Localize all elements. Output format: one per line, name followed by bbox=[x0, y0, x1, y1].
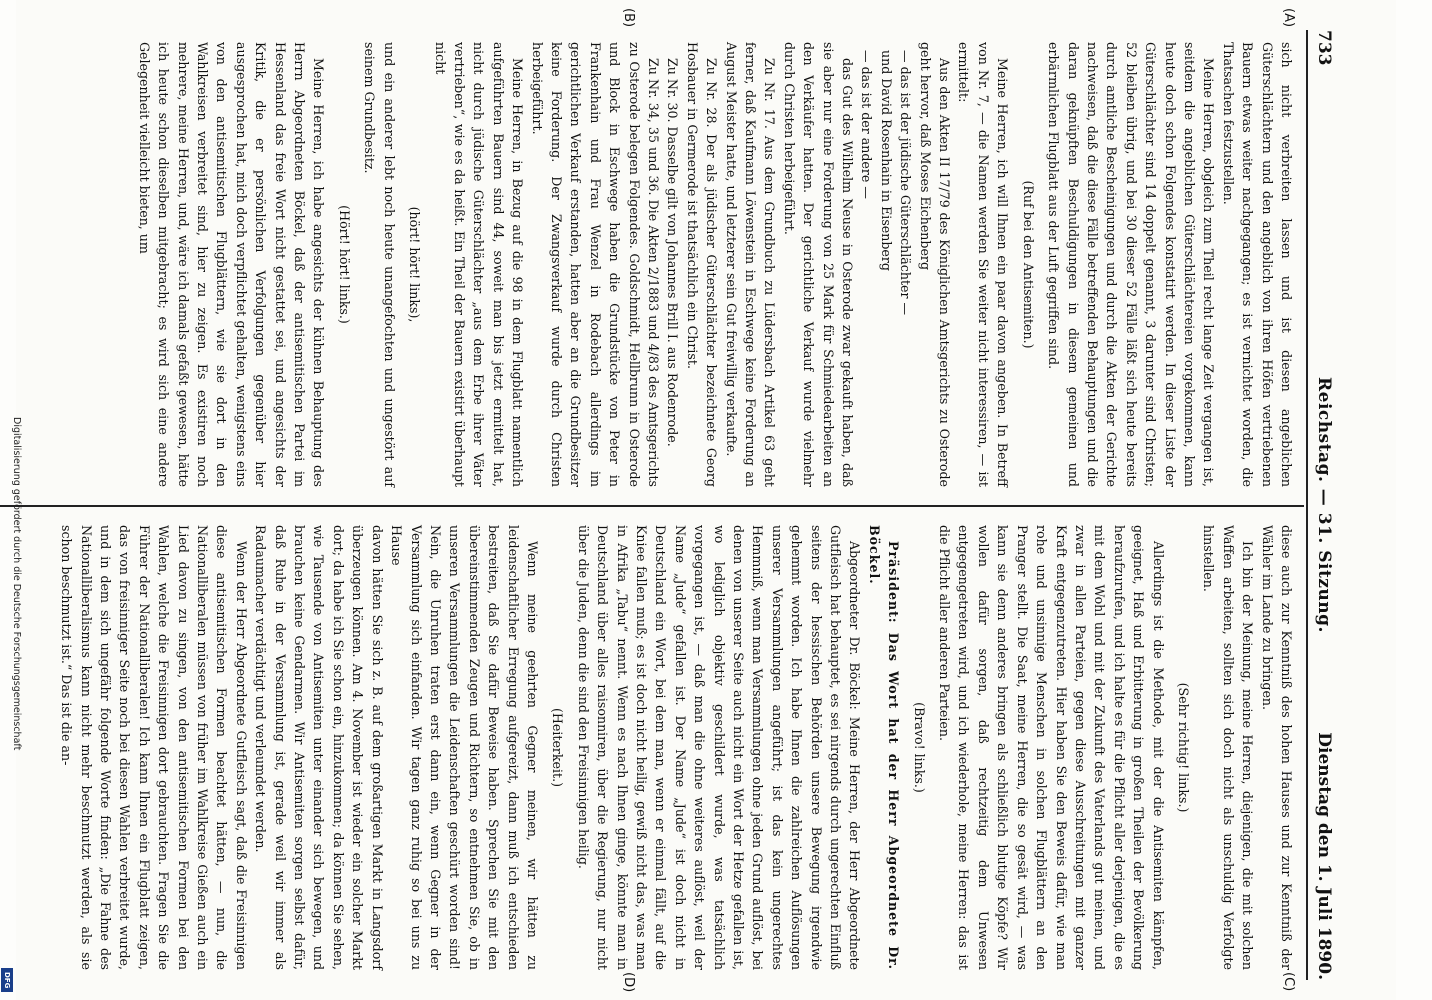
paragraph: Allerdings ist die Methode, mit der die Antisemiten kämpfen, geeignet, Haß und Erbitterung in großen Theilen der Bevölkerung heraufzurufen, und ich halte es für die Pflicht aller derjenigen, die es mit dem Wohl und mit der Zukunft des Vaterlands gut meinen, und zwar in allen Parteien, gegen diese Ausschreitungen mit ganzer Kraft entgegenzutreten. Hier haben Sie den Beweis dafür, wie man rohe und unsinnige Menschen in solchen Flugblättern an den Pranger stellt. Die Saat, meine Herren, die so gesät wird, — was kann sie denn anderes bringen als schließlich blutige Köpfe? Wir wollen dafür sorgen, daß rechtzeitig dem Unwesen entgegengetreten wird, und ich wiederhole, meine Herren: das ist die Pflicht aller anderen Parteien. bbox=[937, 525, 1166, 970]
paragraph: davon hätten Sie sich z. B. auf dem großartigen Markt in Langsdorf überzeugen können. Am 4. November ist wieder ein solcher Markt dort; da habe ich Sie schon ein, hinzukommen; da können Sie sehen, wie Tausende von Antisemiten unter einander sich bewegen, und brauchen keine Gendarmen. Wir Antisemiten sorgen selbst dafür, daß Ruhe in der Versammlung ist, gerade weil wir immer als Radaumacher verdächtigt und verleumdet werden. bbox=[253, 525, 385, 970]
page-number: 733 bbox=[1314, 30, 1334, 66]
left-column bbox=[36, 42, 1296, 487]
paragraph: das Gut des Wilhelm Neuse in Osterode zwar gekauft haben, daß sie aber nur eine Forderung von 25 Mark für Schmiedearbeiten an den Verkäufer hatten. Der gerichtliche Verkauf wurde vielmehr durch Christen herbeigeführt. bbox=[781, 42, 856, 487]
paragraph: Meine Herren, obgleich zum Theil recht lange Zeit vergangen ist, seitdem die angeblichen Güterschlächtereien vorgekommen, kann heute doch schon Folgendes konstatirt werden. In dieser Liste der Güterschlächter sind 14 doppelt genannt, 3 darunter sind Christen; 52 bleiben übrig, und bei 30 dieser 52 Fälle läßt sich heute bereits durch amtliche Bescheinigungen und durch die Akten der Gerichte nachweisen, daß die diese Fälle betreffenden Behauptungen und die daran geknüpften Beschuldigungen in diesem gemeinen und erbärmlichen Flugblatt aus der Luft gegriffen sind. bbox=[1046, 42, 1217, 487]
paragraph: Zu Nr. 30. Dasselbe gilt von Johannes Brill I. aus Rodenrode. bbox=[665, 58, 681, 447]
page-title: Reichstag. — 31. Sitzung. bbox=[1314, 377, 1334, 633]
dfg-logo: DFG bbox=[1, 968, 13, 992]
paragraph: sich nicht verbreiten lassen und ist diesen angeblichen Güterschlächtern und den angeblich von ihren Höfen vertriebenen Bauern etwas weiter nachgegangen; es ist vernichtet worden, die Thatsachen festzustellen. bbox=[1220, 42, 1294, 487]
right-column bbox=[36, 525, 1296, 970]
interjection: (hört! hört! links), bbox=[407, 206, 423, 323]
paragraph: Ich bin der Meinung, meine Herren, diejenigen, die mit solchen Waffen arbeiten, sollten sich doch nicht als unschuldig Verfolgte hinstellen. bbox=[1201, 525, 1256, 970]
margin-mark-c: (C) bbox=[1281, 972, 1296, 992]
interjection: (Heiterkeit.) bbox=[550, 708, 566, 787]
paragraph: Zu Nr. 28. Der als jüdischer Güterschlächter bezeichnete Georg Hosbauer in Germerode ist thatsächlich ein Christ. bbox=[684, 42, 720, 487]
rotated-page bbox=[16, 0, 1396, 1000]
aside: — das ist der andere — bbox=[859, 50, 875, 199]
paragraph: Zu Nr. 34, 35 und 36. Die Akten 2/1883 und 4/83 des Amtsgerichts zu Osterode belegen Folgendes. Goldschmidt, Hellbrunn in Osterode und Block in Eschwege haben die Grundstücke von Peter in Frankenhain und Frau Wenzel in Rodebach allerdings im gerichtlichen Verkauf erstanden, hatten aber an die Grundbesitzer keine Forderung. Der Zwangsverkauf wurde durch Christen herbeigeführt. bbox=[529, 42, 661, 487]
interjection: (Ruf bei den Antisemiten.) bbox=[1020, 180, 1036, 349]
paragraph: Meine Herren, in Bezug auf die 98 in dem Flugblatt namentlich aufgeführten Bauern sind 44, soweit man bis jetzt ermittelt hat, nicht durch jüdische Güterschlächter „aus dem Erbe ihrer Väter vertrieben“, wie es da heißt. Ein Theil der Bauern existirt überhaupt nicht bbox=[432, 42, 526, 487]
session-date: Dienstag den 1. Juli 1890. bbox=[1314, 732, 1334, 980]
interjection: (Sehr richtig! links.) bbox=[1175, 682, 1191, 813]
speaker-paragraph: Präsident: Das Wort hat der Herr Abgeordnete Dr. Böckel. bbox=[866, 525, 902, 970]
paragraph: Wenn meine geehrten Gegner meinen, wir hätten zu leidenschaftlicher Erregung aufgereizt, dann muß ich entschieden bestreiten, daß Sie dafür Beweise haben. Sprechen Sie mit den übereinstimmenden Zeugen und Richtern, so entnehmen Sie, ob in unseren Versammlungen die Leidenschaften geschürt worden sind! Nein, die Unruhen traten erst dann ein, wenn Gegner in der Versammlung sich einfanden. Wir tagen ganz ruhig so bei uns zu Hause bbox=[389, 525, 540, 970]
column-divider bbox=[0, 505, 1304, 507]
paragraph: Zu Nr. 17. Aus dem Grundbuch zu Lüdersbach Artikel 63 geht ferner, daß Kaufmann Löwenstein in Eschwege keine Forderung an August Meister hatte, und letzterer sein Gut freiwillig verkaufte. bbox=[723, 42, 778, 487]
margin-mark-d: (D) bbox=[621, 972, 636, 993]
paragraph: Meine Herren, ich habe angesichts der kühnen Behauptung des Herrn Abgeordneten Böckel, daß der antisemitischen Partei im Hessenland das freie Wort nicht gestattet sei, und angesichts der Kritik, die er persönlichen Verfolgungen gegenüber hier ausgesprochen hat, mich doch verpflichtet gehalten, wenigstens eins von den antisemitischen Flugblättern, wie sie dort in den Wahlkreisen verbreitet sind, hier zu zeigen. Es existiren noch mehrere, meine Herren, und, wäre ich damals gefaßt gewesen, hätte ich heute schon dieselben mitgebracht; es wird sich eine andere Gelegenheit vielleicht bieten, um bbox=[136, 42, 327, 487]
header-rule bbox=[1306, 30, 1308, 980]
paragraph: Aus den Akten II 17/79 des Königlichen Amtsgerichts zu Osterode geht hervor, daß Moses Eichenberg bbox=[917, 42, 953, 487]
aside: — das ist der jüdische Güterschlächter — bbox=[898, 50, 914, 316]
margin-mark-b: (B) bbox=[621, 8, 636, 28]
paragraph: Meine Herren, ich will Ihnen ein paar davon angeben. In Betreff von Nr. 7, — die Namen werden Sie weiter nicht interessiren, — ist ermittelt: bbox=[956, 42, 1011, 487]
speaker-paragraph: Abgeordneter Dr. Böckel: Meine Herren, der Herr Abgeordnete Gutfleisch hat behauptet, es sei nirgends durch ungerechten Einfluß seitens der hessischen Behörden unsere Bewegung irgendwie gehemmt worden. Ich habe Ihnen die zahlreichen Auflösungen unserer Versammlungen angeführt; ist das kein ungerechtes Hemmniß, wenn man Versammlungen ohne jeden Grund auflöst, bei denen von unserer Seite auch nicht ein Wort der Hetze gefallen ist, wo lediglich objektiv geschildert wurde, was tatsächlich vorgegangen ist, — daß man die ohne weiteres auflöst, weil der Name „Jude“ gefallen ist. Der Name „Jude“ ist doch nicht in Deutschland ein Wort, bei dem man, wenn er einmal fällt, auf die Kniee fallen muß; es ist doch nicht heilig, gewiß nicht das, was man in Afrika „Tabu“ nennt. Wenn es nach Ihnen ginge, könnte man in Deutschland über alles raisonniren, über die Regierung, nur nicht über die Juden, denn die sind den Freisinnigen heilig. bbox=[575, 525, 863, 970]
margin-mark-a: (A) bbox=[1281, 8, 1296, 28]
interjection: (Hört! hört! links.) bbox=[336, 205, 352, 324]
digitization-credit: Digitalisierung gefördert durch die Deutsche Forschungsgemeinschaft bbox=[11, 417, 22, 751]
interjection: (Bravo! links.) bbox=[911, 702, 927, 793]
paragraph: diese auch zur Kenntniß des hohen Hauses und zur Kenntniß der Wähler im Lande zu bringen. bbox=[1259, 525, 1294, 970]
paragraph: Wenn der Herr Abgeordnete Gutfleisch sagt, daß die Freisinnigen diese antisemitischen Formen beachtet hätten, — nun, die Nationalliberalen müssen von früher im Wahlkreise Gießen auch ein Lied davon zu singen, von den antisemitischen Formen bei den Wahlen, welche die Freisinnigen dort gebrauchten. Fragen Sie die Führer der Nationalliberalen! Ich kann Ihnen ein Flugblatt zeigen, das von freisinniger Seite noch bei diesen Wahlen verbreitet wurde, und in dem sich ungefähr folgende Worte finden: „Die Fahne des Nationalliberalismus kann nicht mehr beschmutzt werden, als sie schon beschmutzt ist.“ Das ist die an- bbox=[59, 525, 249, 970]
paragraph: und ein anderer lebt noch heute unangefochten und ungestört auf seinem Grundbesitz. bbox=[362, 42, 397, 487]
page-header bbox=[1304, 30, 1334, 980]
paragraph: und David Rosenhain in Eisenberg bbox=[878, 50, 894, 271]
